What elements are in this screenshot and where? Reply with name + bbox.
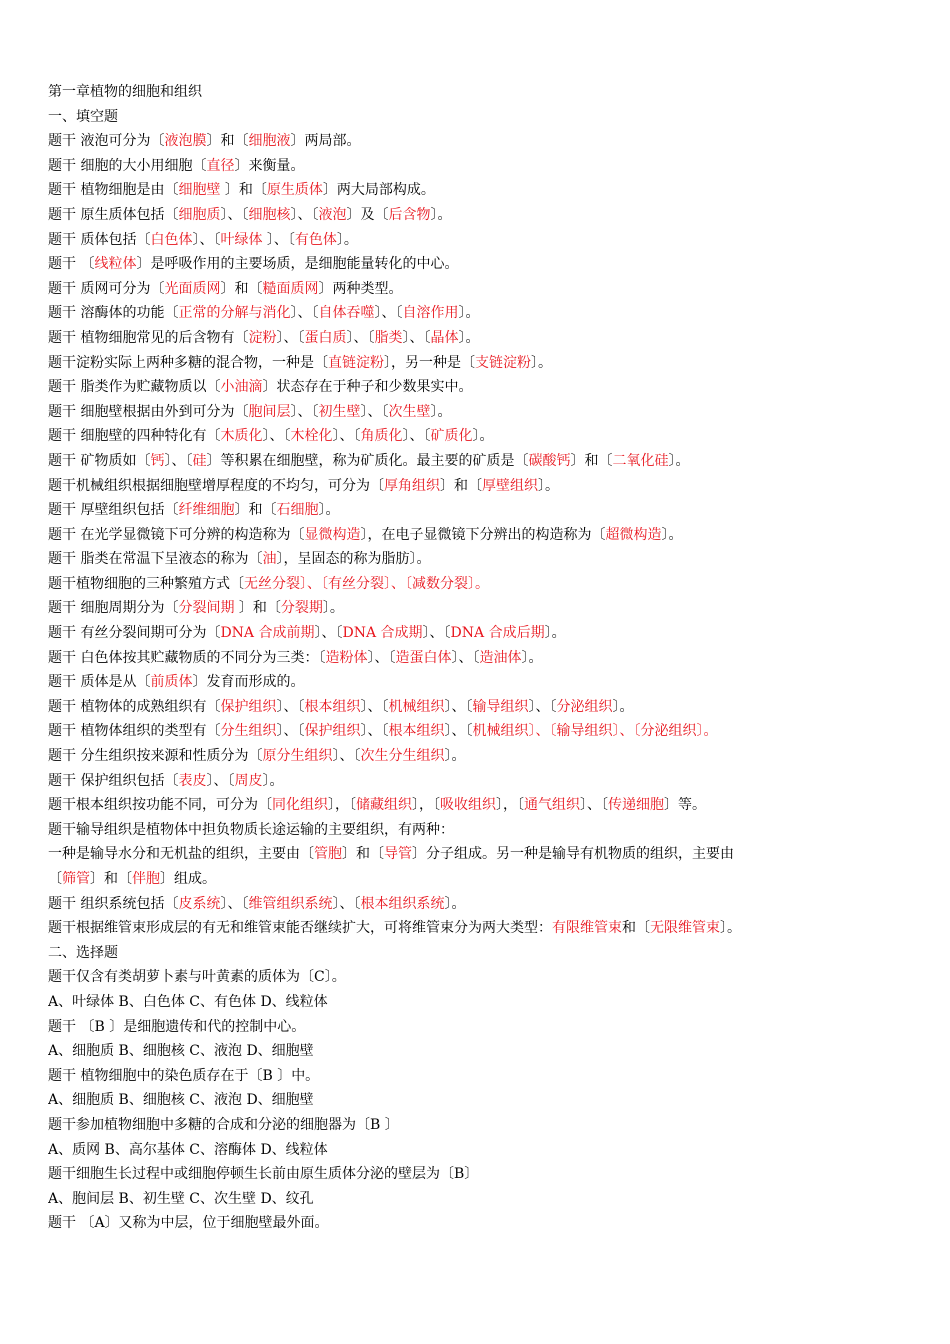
text-line <box>48 203 908 228</box>
text-line <box>48 744 908 769</box>
answer-text: 传递细胞 <box>608 797 664 814</box>
line-text: 〕。 <box>318 502 340 519</box>
line-text: 〕、〔 <box>402 428 431 445</box>
line-text: 题干 溶酶体的功能〔 <box>48 305 179 322</box>
answer-text: 周皮 <box>234 772 263 789</box>
line-text: 〕。 <box>661 526 683 543</box>
answer-text: 无限维管束 <box>650 920 720 937</box>
text-line <box>48 1064 908 1089</box>
text-line <box>48 498 908 523</box>
line-text: 题干细胞生长过程中或细胞停顿生长前由原生质体分泌的壁层为〔B〕 <box>48 1166 479 1183</box>
answer-text: 支链淀粉 <box>475 354 531 371</box>
line-text: 〕、〔 <box>192 231 221 248</box>
line-text: 〕。 <box>531 354 552 371</box>
text-line <box>48 1088 908 1113</box>
line-text: 题干 〔B 〕是细胞遗传和代的控制中心。 <box>48 1018 306 1035</box>
answer-text: 分生组织 <box>220 723 277 740</box>
text-line <box>48 621 908 646</box>
line-text: 〕、〔 <box>332 748 361 765</box>
line-text: 〕。 <box>458 305 480 322</box>
line-text: 〕、〔 <box>346 329 375 346</box>
line-text: 〕、〔 <box>276 698 305 715</box>
line-text: 〕、〔 <box>290 403 319 420</box>
line-text: 〕等。 <box>664 797 706 814</box>
line-text: 二、选择题 <box>48 944 118 961</box>
line-text: 和〔 <box>622 920 650 937</box>
text-line <box>48 793 908 818</box>
text-line <box>48 400 908 425</box>
text-line <box>48 941 908 966</box>
line-text: 〕、〔 <box>206 772 235 789</box>
text-line <box>48 596 908 621</box>
text-line <box>48 818 908 843</box>
answer-text: 蛋白质 <box>304 329 347 346</box>
line-text: 一、填空题 <box>48 108 118 125</box>
line-text: 〕。 <box>612 698 634 715</box>
answer-text: 次生壁 <box>388 403 431 420</box>
text-line <box>48 867 908 892</box>
answer-text: 表皮 <box>178 772 207 789</box>
answer-text: 根本组织 <box>388 723 445 740</box>
line-text: 题干 植物体的成熟组织有〔 <box>48 698 221 715</box>
text-line <box>48 424 908 449</box>
answer-text: 线粒体 <box>94 256 137 273</box>
line-text: 〕、〔 <box>402 329 431 346</box>
line-text: 〕和〔 <box>90 871 132 887</box>
line-text: 〕，呈固态的称为脂肪〕。 <box>276 551 431 568</box>
text-line <box>48 178 908 203</box>
line-text: 〕。 <box>668 452 690 469</box>
answer-text: 直径 <box>206 157 235 174</box>
text-line <box>48 1039 908 1064</box>
answer-text: 胞间层 <box>248 403 291 420</box>
line-text: 题干 液泡可分为〔 <box>48 133 165 150</box>
answer-text: 原生质体 <box>266 182 323 199</box>
answer-text: 自体吞噬 <box>318 305 375 322</box>
answer-text: 细胞质 <box>178 206 221 223</box>
answer-text: 初生壁 <box>318 403 361 420</box>
line-text: 〕。 <box>262 772 284 789</box>
line-text: 题干 细胞壁的四种特化有〔 <box>48 428 221 445</box>
line-text: 题干 脂类在常温下呈液态的称为〔 <box>48 551 263 568</box>
line-text: 〕来衡量。 <box>234 157 305 174</box>
line-text: 题干 分生组织按来源和性质分为〔 <box>48 748 263 765</box>
answer-text: 碳酸钙 <box>528 452 571 469</box>
text-line <box>48 965 908 990</box>
line-text: 〕、〔 <box>367 649 396 666</box>
answer-text: 二氧化硅 <box>612 452 669 469</box>
answer-text: DNA 合成后期 <box>450 625 545 642</box>
line-text: 〕分子组成。另一种是输导有机物质的组织，主要由 <box>412 846 734 863</box>
line-text: 题干 植物体组织的类型有〔 <box>48 723 221 740</box>
line-text: 〕。 <box>521 649 543 666</box>
line-text: 〕状态存在于种子和少数果实中。 <box>262 379 473 396</box>
line-text: 〕、〔 <box>276 329 305 346</box>
answer-text: 淀粉 <box>248 329 277 346</box>
answer-text: 造油体 <box>479 649 522 666</box>
text-line <box>48 695 908 720</box>
line-text: 题干 植物细胞是由〔 <box>48 182 179 199</box>
answer-text: 原分生组织 <box>262 748 333 765</box>
line-text: 题干输导组织是植物体中担负物质长途运输的主要组织，有两种： <box>48 821 454 838</box>
answer-text: 有色体 <box>294 231 337 248</box>
text-line <box>48 1113 908 1138</box>
line-text: 〕，〔 <box>496 797 524 814</box>
line-text: A、质网 B、高尔基体 C、溶酶体 D、线粒体 <box>48 1141 328 1158</box>
line-text: 〕、〔 <box>266 231 295 248</box>
answer-text: 角质化 <box>360 428 403 445</box>
line-text: 题干 细胞的大小用细胞〔 <box>48 157 207 174</box>
line-text: 题干 质网可分为〔 <box>48 280 165 297</box>
answer-text: 液泡 <box>318 206 347 223</box>
text-line <box>48 1162 908 1187</box>
answer-text: 造粉体 <box>325 649 368 666</box>
text-line <box>48 228 908 253</box>
answer-text: 无丝分裂〕、〔有丝分裂〕、〔减数分裂〕。 <box>244 575 489 592</box>
line-text: 题干淀粉实际上两种多糖的混合物，一种是〔 <box>48 354 328 371</box>
answer-text: 输导组织 <box>472 698 529 715</box>
line-text: 题干 白色体按其贮藏物质的不同分为三类：〔 <box>48 649 326 666</box>
document-body <box>48 80 908 1236</box>
line-text: 〕、〔 <box>360 723 389 740</box>
line-text: 题干 植物细胞常见的后含物有〔 <box>48 329 249 346</box>
line-text: A、细胞质 B、细胞核 C、液泡 D、细胞壁 <box>48 1092 314 1109</box>
text-line <box>48 1138 908 1163</box>
line-text: 〕。 <box>336 231 358 248</box>
answer-text: 次生分生组织 <box>360 748 445 765</box>
line-text: 〕、〔 <box>314 625 343 642</box>
text-line <box>48 351 908 376</box>
answer-text: 木栓化 <box>290 428 333 445</box>
line-text: 〕组成。 <box>160 871 216 887</box>
text-line <box>48 129 908 154</box>
line-text: 〕和〔 <box>220 280 263 297</box>
answer-text: 硅 <box>192 452 207 469</box>
line-text: 〕、〔 <box>444 698 473 715</box>
line-text: 〕、〔 <box>276 723 305 740</box>
answer-text: 晶体 <box>430 329 459 346</box>
answer-text: 钙 <box>150 452 165 469</box>
line-text: 〕等积累在细胞壁，称为矿质化。最主要的矿质是〔 <box>206 452 529 469</box>
line-text: 〕、〔 <box>164 452 193 469</box>
text-line <box>48 277 908 302</box>
answer-text: 厚壁组织 <box>482 477 538 494</box>
line-text: A、胞间层 B、初生壁 C、次生壁 D、纹孔 <box>48 1190 314 1207</box>
answer-text: 伴胞 <box>132 871 160 887</box>
line-text: 〔 <box>48 871 62 887</box>
text-line <box>48 719 908 744</box>
answer-text: 厚角组织 <box>384 477 440 494</box>
answer-text: 保护组织 <box>304 723 361 740</box>
text-line <box>48 547 908 572</box>
answer-text: 保护组织 <box>220 698 277 715</box>
answer-text: 纤维细胞 <box>178 502 235 519</box>
answer-text: 筛管 <box>62 871 90 887</box>
text-line <box>48 842 908 867</box>
line-text: 〕。 <box>544 625 566 642</box>
line-text: 〕和〔 <box>440 477 482 494</box>
answer-text: 糙面质网 <box>262 280 319 297</box>
line-text: 〕、〔 <box>374 305 403 322</box>
answer-text: 油 <box>262 551 277 568</box>
line-text: 题干 厚壁组织包括〔 <box>48 502 179 519</box>
line-text: 题干 矿物质如〔 <box>48 452 151 469</box>
line-text: 〕、〔 <box>220 206 249 223</box>
line-text: 题干根本组织按功能不同，可分为〔 <box>48 797 272 814</box>
line-text: 〕。 <box>458 329 480 346</box>
answer-text: 小油滴 <box>220 379 263 396</box>
line-text: 〕和〔 <box>570 452 613 469</box>
line-text: 〕。 <box>322 600 344 617</box>
text-line <box>48 523 908 548</box>
line-text: 〕、〔 <box>290 305 319 322</box>
text-line <box>48 326 908 351</box>
text-line <box>48 375 908 400</box>
line-text: 题干 细胞壁根据由外到可分为〔 <box>48 403 249 420</box>
line-text: 〕，〔 <box>328 797 356 814</box>
line-text: 第一章植物的细胞和组织 <box>48 84 202 100</box>
line-text: 〕，另一种是〔 <box>384 354 475 371</box>
answer-text: DNA 合成前期 <box>220 625 315 642</box>
line-text: 〕和〔 <box>238 600 281 617</box>
answer-text: 矿质化 <box>430 428 473 445</box>
answer-text: 有限维管束 <box>552 920 622 937</box>
line-text: 〕和〔 <box>342 846 384 863</box>
answer-text: 维管组织系统 <box>248 895 333 912</box>
text-line <box>48 301 908 326</box>
answer-text: 石细胞 <box>276 502 319 519</box>
line-text: 一种是输导水分和无机盐的组织，主要由〔 <box>48 846 314 863</box>
line-text: 〕、〔 <box>580 797 608 814</box>
answer-text: 脂类 <box>374 329 403 346</box>
answer-text: 机械组织 <box>388 698 445 715</box>
answer-text: 木质化 <box>220 428 263 445</box>
line-text: 〕、〔 <box>422 625 451 642</box>
answer-text: 根本组织 <box>304 698 361 715</box>
answer-text: 通气组织 <box>524 797 580 814</box>
line-text: 题干 质体包括〔 <box>48 231 151 248</box>
text-line <box>48 1187 908 1212</box>
line-text: 〕、〔 <box>451 649 480 666</box>
answer-text: 细胞核 <box>248 206 291 223</box>
line-text: 〕及〔 <box>346 206 389 223</box>
line-text: 〕、〔 <box>444 723 473 740</box>
line-text: 题干 质体是从〔 <box>48 674 151 691</box>
text-line <box>48 916 908 941</box>
line-text: 〕两种类型。 <box>318 280 403 297</box>
line-text: 〕、〔 <box>360 698 389 715</box>
answer-text: 吸收组织 <box>440 797 496 814</box>
line-text: 〕、〔 <box>332 895 361 912</box>
line-text: 〕。 <box>472 428 494 445</box>
text-line <box>48 572 908 597</box>
answer-text: 同化组织 <box>272 797 328 814</box>
line-text: 〕和〔 <box>234 502 277 519</box>
line-text: 题干 植物细胞中的染色质存在于〔B 〕中。 <box>48 1067 320 1084</box>
line-text: 〕，在电子显微镜下分辨出的构造称为〔 <box>360 526 606 543</box>
line-text: 〕两局部。 <box>290 133 361 150</box>
answer-text: 显微构造 <box>304 526 361 543</box>
answer-text: 储藏组织 <box>356 797 412 814</box>
line-text: 〕、〔 <box>220 895 249 912</box>
line-text: 〕是呼吸作用的主要场质，是细胞能量转化的中心。 <box>136 256 459 273</box>
line-text: 题干 〔 <box>48 256 95 273</box>
answer-text: 光面质网 <box>164 280 221 297</box>
text-line <box>48 80 908 105</box>
answer-text: 叶绿体 <box>220 231 267 248</box>
line-text: 〕，〔 <box>412 797 440 814</box>
answer-text: 超微构造 <box>605 526 662 543</box>
line-text: 题干 组织系统包括〔 <box>48 895 179 912</box>
line-text: 〕和〔 <box>206 133 249 150</box>
answer-text: DNA 合成期 <box>342 625 423 642</box>
line-text: 〕。 <box>430 206 452 223</box>
text-line <box>48 769 908 794</box>
line-text: 〕。 <box>430 403 452 420</box>
text-line <box>48 105 908 130</box>
answer-text: 造蛋白体 <box>395 649 452 666</box>
line-text: 题干 有丝分裂间期可分为〔 <box>48 625 221 642</box>
line-text: 题干根据维管束形成层的有无和维管束能否继续扩大，可将维管束分为两大类型： <box>48 920 552 937</box>
answer-text: 液泡膜 <box>164 133 207 150</box>
answer-text: 管胞 <box>314 846 342 863</box>
line-text: 题干 〔A〕又称为中层，位于细胞壁最外面。 <box>48 1215 329 1232</box>
line-text: 题干仅含有类胡萝卜素与叶黄素的质体为〔C〕。 <box>48 969 346 986</box>
line-text: 〕、〔 <box>290 206 319 223</box>
text-line <box>48 154 908 179</box>
text-line <box>48 1211 908 1236</box>
line-text: 〕、〔 <box>332 428 361 445</box>
answer-text: 前质体 <box>150 674 193 691</box>
line-text: 〕。 <box>444 748 466 765</box>
text-line <box>48 990 908 1015</box>
line-text: 〕、〔 <box>360 403 389 420</box>
line-text: 〕两大局部构成。 <box>322 182 435 199</box>
answer-text: 分裂间期 <box>178 600 239 617</box>
answer-text: 正常的分解与消化 <box>178 305 291 322</box>
text-line <box>48 646 908 671</box>
text-line <box>48 670 908 695</box>
answer-text: 根本组织系统 <box>360 895 445 912</box>
line-text: 题干参加植物细胞中多糖的合成和分泌的细胞器为〔B 〕 <box>48 1116 399 1133</box>
line-text: A、叶绿体 B、白色体 C、有色体 D、线粒体 <box>48 993 328 1010</box>
answer-text: 皮系统 <box>178 895 221 912</box>
answer-text: 白色体 <box>150 231 193 248</box>
line-text: A、细胞质 B、细胞核 C、液泡 D、细胞壁 <box>48 1043 314 1060</box>
line-text: 题干 保护组织包括〔 <box>48 772 179 789</box>
text-line <box>48 1015 908 1040</box>
line-text: 〕。 <box>720 920 741 937</box>
answer-text: 导管 <box>384 846 412 863</box>
answer-text: 后含物 <box>388 206 431 223</box>
text-line <box>48 892 908 917</box>
line-text: 〕和〔 <box>224 182 267 199</box>
answer-text: 细胞液 <box>248 133 291 150</box>
line-text: 题干 在光学显微镜下可分辨的构造称为〔 <box>48 526 305 543</box>
answer-text: 自溶作用 <box>402 305 459 322</box>
line-text: 题干机械组织根据细胞壁增厚程度的不均匀，可分为〔 <box>48 477 384 494</box>
line-text: 〕、〔 <box>262 428 291 445</box>
line-text: 〕。 <box>444 895 466 912</box>
line-text: 〕、〔 <box>528 698 557 715</box>
answer-text: 细胞壁 <box>178 182 225 199</box>
line-text: 题干 原生质体包括〔 <box>48 206 179 223</box>
line-text: 〕。 <box>538 477 559 494</box>
text-line <box>48 449 908 474</box>
text-line <box>48 252 908 277</box>
answer-text: 机械组织〕、〔输导组织〕、〔分泌组织〕。 <box>472 723 718 740</box>
line-text: 题干 脂类作为贮藏物质以〔 <box>48 379 221 396</box>
line-text: 题干 细胞周期分为〔 <box>48 600 179 617</box>
answer-text: 分裂期 <box>280 600 323 617</box>
answer-text: 直链淀粉 <box>328 354 384 371</box>
line-text: 题干植物细胞的三种繁殖方式〔 <box>48 575 244 592</box>
answer-text: 分泌组织 <box>556 698 613 715</box>
text-line <box>48 474 908 499</box>
line-text: 〕发育而形成的。 <box>192 674 305 691</box>
